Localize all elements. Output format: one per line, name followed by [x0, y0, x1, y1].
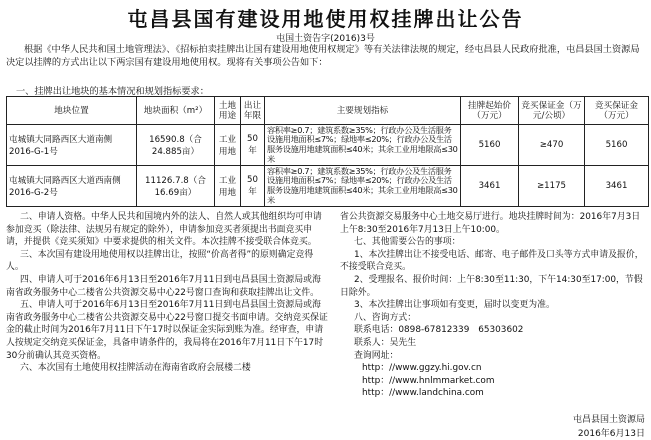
contact-phone-value: 0898-67812339 65303602 [398, 325, 524, 336]
paragraph-other-2: 2、受理报名、报价时间：上午8:30至11:30，下午14:30至17:00，节假日除外。 [340, 274, 643, 298]
signature-org: 屯昌县国土资源局 [572, 415, 645, 425]
paragraph-venue-cont: 省公共资源交易服务中心土地交易厅进行。地块挂牌时间为：2016年7月3日上午8:30至2016年7月13日上午10:00。 [340, 212, 641, 235]
cell-area: 16590.8（合24.885亩） [137, 125, 215, 166]
contact-person-label: 联系人： [354, 337, 390, 348]
cell-plan: 容积率≥0.7；建筑系数≥35%；行政办公及生活服务设施用地面积≤7%；绿地率≤20%；行政办公及生活服务设施用地建筑面积≤40米；其余工业用地限高≤30米 [265, 125, 461, 166]
cell-term: 50年 [241, 166, 265, 207]
cell-location: 屯城镇大同路西区大道南侧2016-G-1号 [7, 125, 137, 166]
cell-start-price: 3461 [461, 166, 519, 207]
right-column [340, 211, 646, 400]
cell-deposit: 3461 [585, 166, 649, 207]
header-start-price: 挂牌起始价（万元） [461, 97, 519, 125]
cell-use: 工业用地 [215, 166, 241, 207]
signature-date: 2016年6月13日 [577, 429, 645, 439]
left-column [6, 211, 328, 375]
table-row [7, 166, 649, 207]
paragraph-venue: 六、本次国有土地使用权挂牌活动在海南省政府会展楼二楼 [20, 363, 251, 374]
cell-location: 屯城镇大同路西区大道西南侧2016-G-2号 [7, 166, 137, 207]
page-title: 屯昌县国有建设用地使用权挂牌出让公告 [127, 7, 524, 31]
paragraph-other-heading: 七、其他需要公告的事项： [354, 237, 461, 248]
paragraph-contact-heading: 八、咨询方式： [354, 312, 417, 323]
cell-increment: ≥470 [519, 125, 585, 166]
contact-site-label: 查询网址： [354, 350, 399, 361]
header-term: 出让年限 [241, 97, 265, 125]
header-increment: 竞买保证金（万元/公顷） [519, 97, 585, 125]
cell-use: 工业用地 [215, 125, 241, 166]
table-header-row [7, 97, 649, 125]
header-location: 地块位置 [7, 97, 137, 125]
paragraph-application: 五、申请人可于2016年6月13日至2016年7月11日到屯昌县国土资源局或海南省政务服务中心二楼省公共资源交易中心22号窗口提交书面申请。交纳竞买保证金的截止时间为2016年7月11日下午17时以保证金实际到账为准。经审查，申请人按规定交纳竞买保证金，具备申请条件的，我局将在2016年7月11日下午17时30分前确认其竞买资格。 [6, 300, 328, 361]
site-link-1[interactable]: http：//www.ggzy.hi.gov.cn [362, 363, 482, 374]
doc-number: 屯国土资告字(2016)3号 [276, 34, 375, 44]
section1-heading: 一、挂牌出让地块的基本情况和规划指标要求： [16, 86, 209, 97]
cell-increment: ≥1175 [519, 166, 585, 207]
contact-person [340, 337, 646, 350]
cell-plan: 容积率≥0.7；建筑系数≥35%；行政办公及生活服务设施用地面积≤7%；绿地率≤20%；行政办公及生活服务设施用地建筑面积≤40米；其余工业用地限高≤30米 [265, 166, 461, 207]
site-link-3[interactable]: http：//www.landchina.com [362, 388, 484, 399]
contact-phone-label: 联系电话： [354, 325, 399, 336]
cell-start-price: 5160 [461, 125, 519, 166]
paragraph-other-1: 1、本次挂牌出让不接受电话、邮寄、电子邮件及口头等方式申请及报价，不接受联合竞买。 [340, 249, 644, 273]
cell-area: 11126.7.8（合16.69亩） [137, 166, 215, 207]
header-deposit: 竞买保证金（万元） [585, 97, 649, 125]
paragraph-method: 三、本次国有建设用地使用权以挂牌出让，按照“价高者得”的原则确定竞得人。 [6, 249, 314, 273]
paragraph-documents: 四、申请人可于2016年6月13日至2016年7月11日到屯昌县国土资源局或海南省政务服务中心二楼省公共资源交易中心22号窗口查询和获取挂牌出让文件。 [6, 274, 321, 298]
paragraph-other-3: 3、本次挂牌出让事项如有变更，届时以变更为准。 [354, 300, 555, 311]
paragraph-qualification: 二、申请人资格。中华人民共和国境内外的法人、自然人或其他组织均可申请参加竞买（除法律、法规另有规定的除外），申请参加竞买者须提出书面竞买申请，并提供《竞买须知》中要求提供的相关文件。本次挂牌不接受联合体竞买。 [6, 212, 322, 248]
header-use: 土地用途 [215, 97, 241, 125]
cell-deposit: 5160 [585, 125, 649, 166]
cell-term: 50年 [241, 125, 265, 166]
intro-paragraph: 根据《中华人民共和国土地管理法》、《招标拍卖挂牌出让国有建设用地使用权规定》等有关法律法规的规定，经屯昌县人民政府批准，屯昌县国土资源局决定以挂牌的方式出让以下两宗国有建设用地使用权。现将有关事项公告如下： [6, 44, 640, 68]
header-area: 地块面积（m²） [137, 97, 215, 125]
contact-person-value: 吴先生 [389, 337, 417, 348]
parcel-table [6, 96, 649, 207]
site-link-2[interactable]: http：//www.hnlmmarket.com [362, 375, 495, 386]
header-plan: 主要规划指标 [265, 97, 461, 125]
contact-phone [340, 324, 646, 337]
table-row [7, 125, 649, 166]
